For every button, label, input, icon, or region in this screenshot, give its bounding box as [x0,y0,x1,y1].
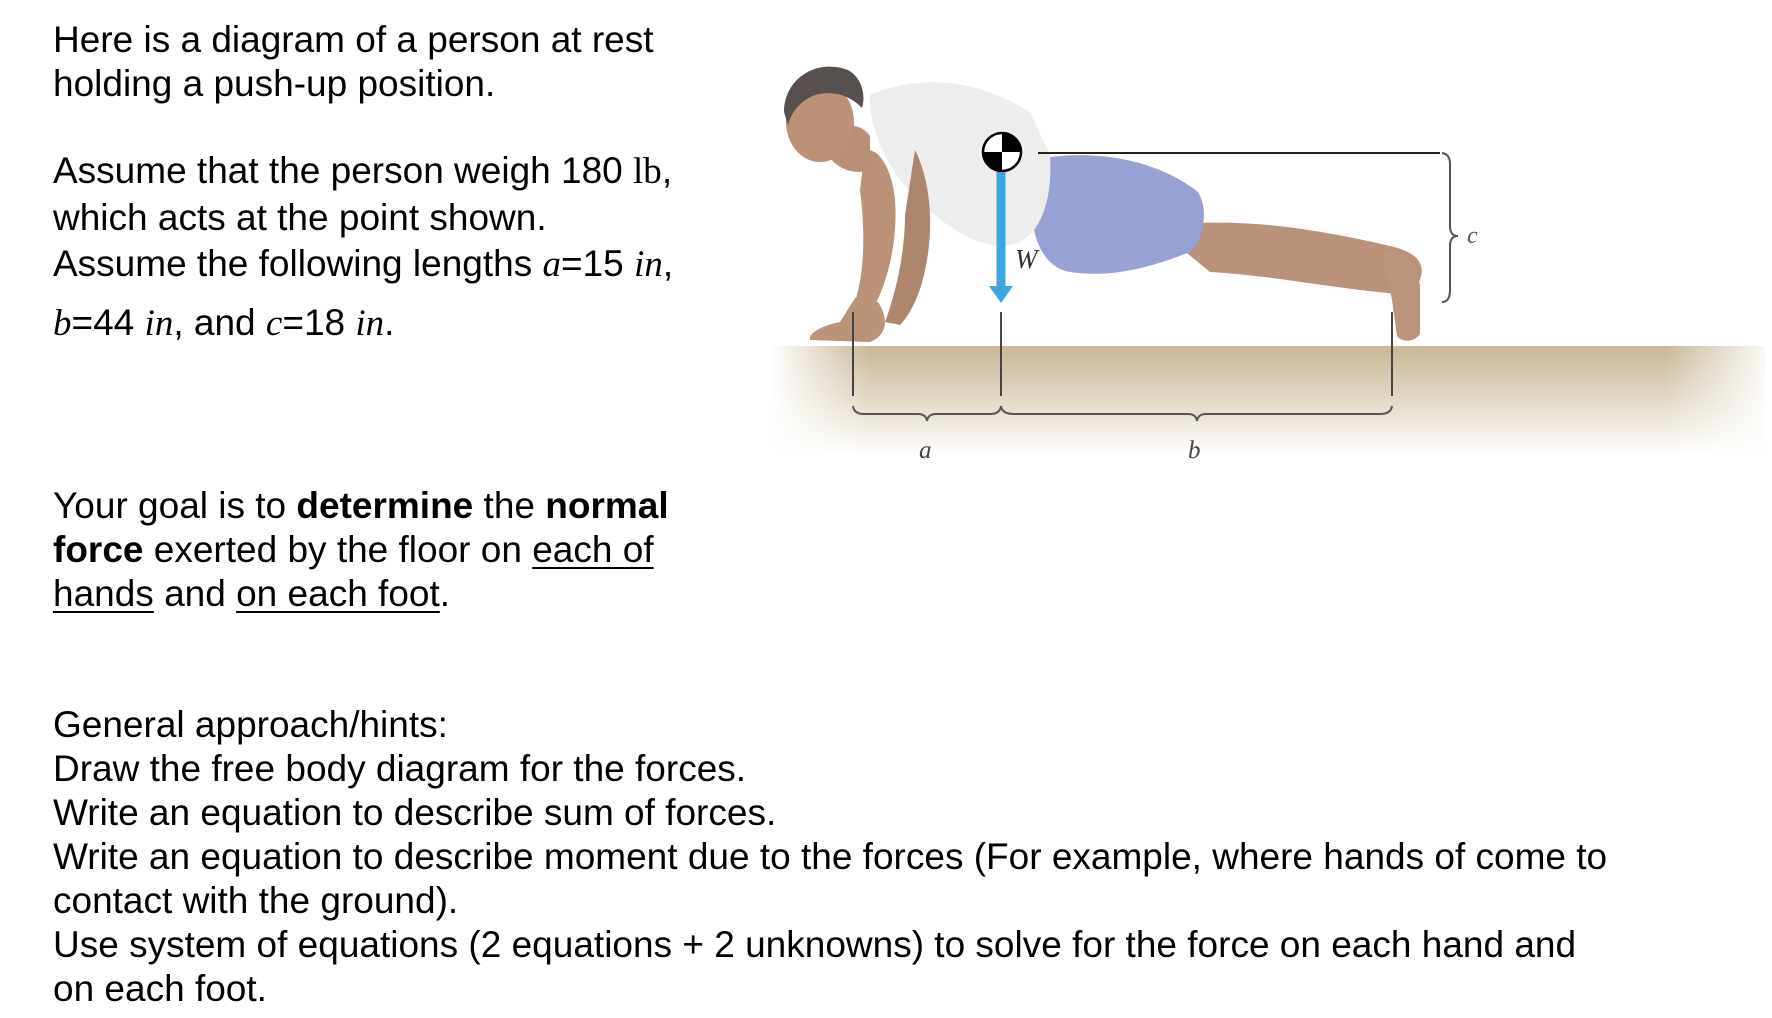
value-b: =44 [71,302,145,343]
assume-line-4 [53,300,394,347]
center-of-gravity-icon [983,133,1021,171]
weight-arrow-head [989,286,1013,303]
var-b: b [53,303,72,344]
goal-underlined-text: each of [532,529,654,570]
pushup-diagram [770,40,1772,560]
hint-line: Write an equation to describe moment due to the forces (For example, where hands of come to [53,836,1608,877]
shirt [870,82,1051,245]
person-figure [784,67,1422,342]
goal-paragraph [53,484,669,616]
goal-text: the [473,485,546,526]
assume-text: , and [173,302,266,343]
hint-line: on each foot. [53,968,267,1009]
c-brace [1442,153,1458,302]
goal-underlined-text: on each foot [236,573,440,614]
assume-text: Assume the following lengths [53,243,543,284]
shorts [1032,155,1204,274]
pushup-figure-svg [770,40,1772,560]
goal-bold-text: determine [296,485,474,526]
assume-text: , [662,243,674,284]
hints-heading: General approach/hints: [53,704,448,745]
goal-text: exerted by the floor on [143,529,533,570]
assumptions-paragraph [53,148,673,347]
var-a: a [542,244,561,285]
assume-text: , [661,150,673,191]
goal-text: . [439,573,451,614]
goal-bold-text: force [53,529,144,570]
goal-text: and [153,573,237,614]
hints-paragraph [53,703,1607,1011]
unit-a: in [634,244,663,285]
value-c: =18 [282,302,356,343]
assume-text: . [384,302,395,343]
var-c: c [265,303,283,344]
c-label: c [1467,223,1478,249]
a-label: a [919,437,932,464]
intro-line-1: Here is a diagram of a person at rest [53,19,654,60]
value-a: =15 [561,243,635,284]
goal-bold-text: normal [545,485,669,526]
weight-unit: lb [633,151,662,192]
weight-label: W [1015,244,1038,274]
hint-line: Draw the free body diagram for the forces. [53,748,747,789]
unit-c: in [355,303,385,344]
assume-text: which acts at the point shown. [53,197,547,238]
assume-text: Assume that the person weigh 180 [53,150,634,191]
intro-paragraph [53,18,654,106]
arm [855,150,896,305]
hand [810,298,885,342]
goal-underlined-text: hands [53,573,154,614]
intro-line-2: holding a push-up position. [53,63,496,104]
hint-line: Use system of equations (2 equations + 2 unknowns) to solve for the force on each hand and [53,924,1577,965]
goal-text: Your goal is to [53,485,297,526]
hint-line: Write an equation to describe sum of forces. [53,792,777,833]
b-label: b [1188,437,1201,464]
hint-line: contact with the ground). [53,880,459,921]
unit-b: in [144,303,174,344]
